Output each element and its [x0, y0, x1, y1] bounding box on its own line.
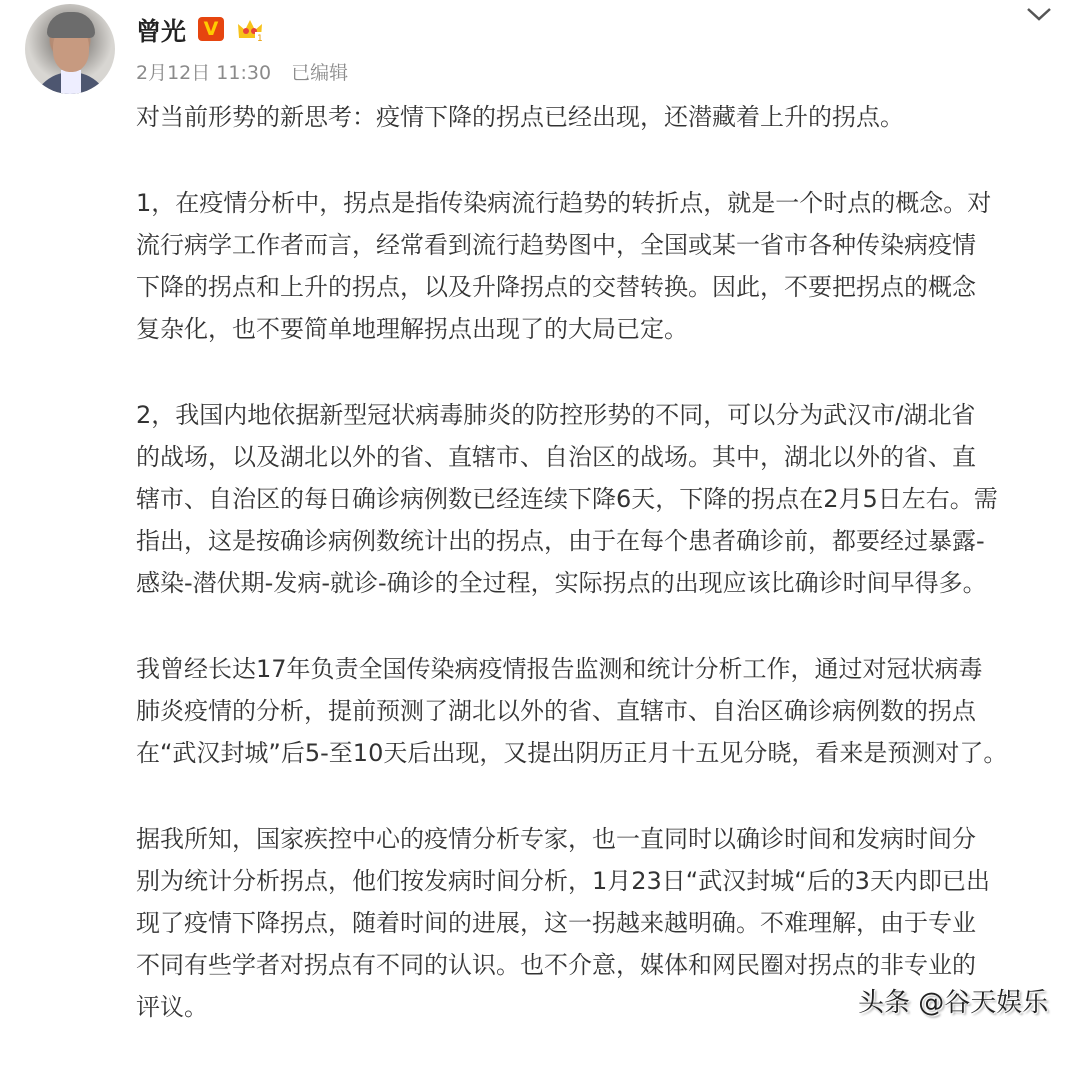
watermark: 头条 @谷天娱乐 [858, 988, 1049, 1018]
post-date: 2月12日 11:30 [136, 62, 272, 84]
crown-icon [236, 16, 264, 42]
post-meta [136, 58, 362, 85]
paragraph-line: 复杂化，也不要简单地理解拐点出现了的大局已定。 [136, 315, 688, 343]
paragraph-line: 1，在疫情分析中，拐点是指传染病流行趋势的转折点，就是一个时点的概念。对 [136, 189, 992, 217]
paragraph-line: 我曾经长达17年负责全国传染病疫情报告监测和统计分析工作，通过对冠状病毒 [136, 655, 983, 683]
post-paragraph [136, 648, 1007, 774]
post-paragraph [136, 394, 1007, 604]
paragraph-line: 对当前形势的新思考：疫情下降的拐点已经出现，还潜藏着上升的拐点。 [136, 103, 904, 131]
author-avatar[interactable] [25, 4, 115, 94]
paragraph-line: 辖市、自治区的每日确诊病例数已经连续下降6天，下降的拐点在2月5日左右。需 [136, 485, 998, 513]
paragraph-line: 感染-潜伏期-发病-就诊-确诊的全过程，实际拐点的出现应该比确诊时间早得多。 [136, 569, 987, 597]
avatar-hair [47, 12, 95, 38]
verified-icon: V [198, 17, 224, 41]
paragraph-line: 现了疫情下降拐点，随着时间的进展，这一拐越来越明确。不难理解，由于专业 [136, 909, 976, 937]
paragraph-line: 2，我国内地依据新型冠状病毒肺炎的防控形势的不同，可以分为武汉市/湖北省 [136, 401, 976, 429]
author-name[interactable]: 曾光 [136, 17, 187, 46]
paragraph-line: 的战场，以及湖北以外的省、直辖市、自治区的战场。其中，湖北以外的省、直 [136, 443, 976, 471]
post-body [136, 96, 1007, 1072]
avatar-shirt [61, 70, 81, 94]
paragraph-line: 评议。 [136, 993, 208, 1021]
paragraph-line: 指出，这是按确诊病例数统计出的拐点，由于在每个患者确诊前，都要经过暴露- [136, 527, 985, 555]
paragraph-line: 在“武汉封城”后5-至10天后出现，又提出阴历正月十五见分晓，看来是预测对了。 [136, 739, 1008, 767]
paragraph-line: 不同有些学者对拐点有不同的认识。也不介意，媒体和网民圈对拐点的非专业的 [136, 951, 976, 979]
paragraph-line: 据我所知，国家疾控中心的疫情分析专家，也一直同时以确诊时间和发病时间分 [136, 825, 976, 853]
chevron-down-icon[interactable] [1024, 4, 1054, 24]
paragraph-line: 肺炎疫情的分析，提前预测了湖北以外的省、直辖市、自治区确诊病例数的拐点 [136, 697, 976, 725]
post-paragraph [136, 96, 1007, 138]
post-paragraph [136, 182, 1007, 350]
edited-label[interactable]: 已编辑 [291, 62, 349, 84]
paragraph-line: 流行病学工作者而言，经常看到流行趋势图中，全国或某一省市各种传染病疫情 [136, 231, 976, 259]
crown-level: 1 [257, 34, 263, 42]
paragraph-line: 下降的拐点和上升的拐点，以及升降拐点的交替转换。因此，不要把拐点的概念 [136, 273, 976, 301]
paragraph-line: 别为统计分析拐点，他们按发病时间分析，1月23日“武汉封城“后的3天内即已出 [136, 867, 990, 895]
